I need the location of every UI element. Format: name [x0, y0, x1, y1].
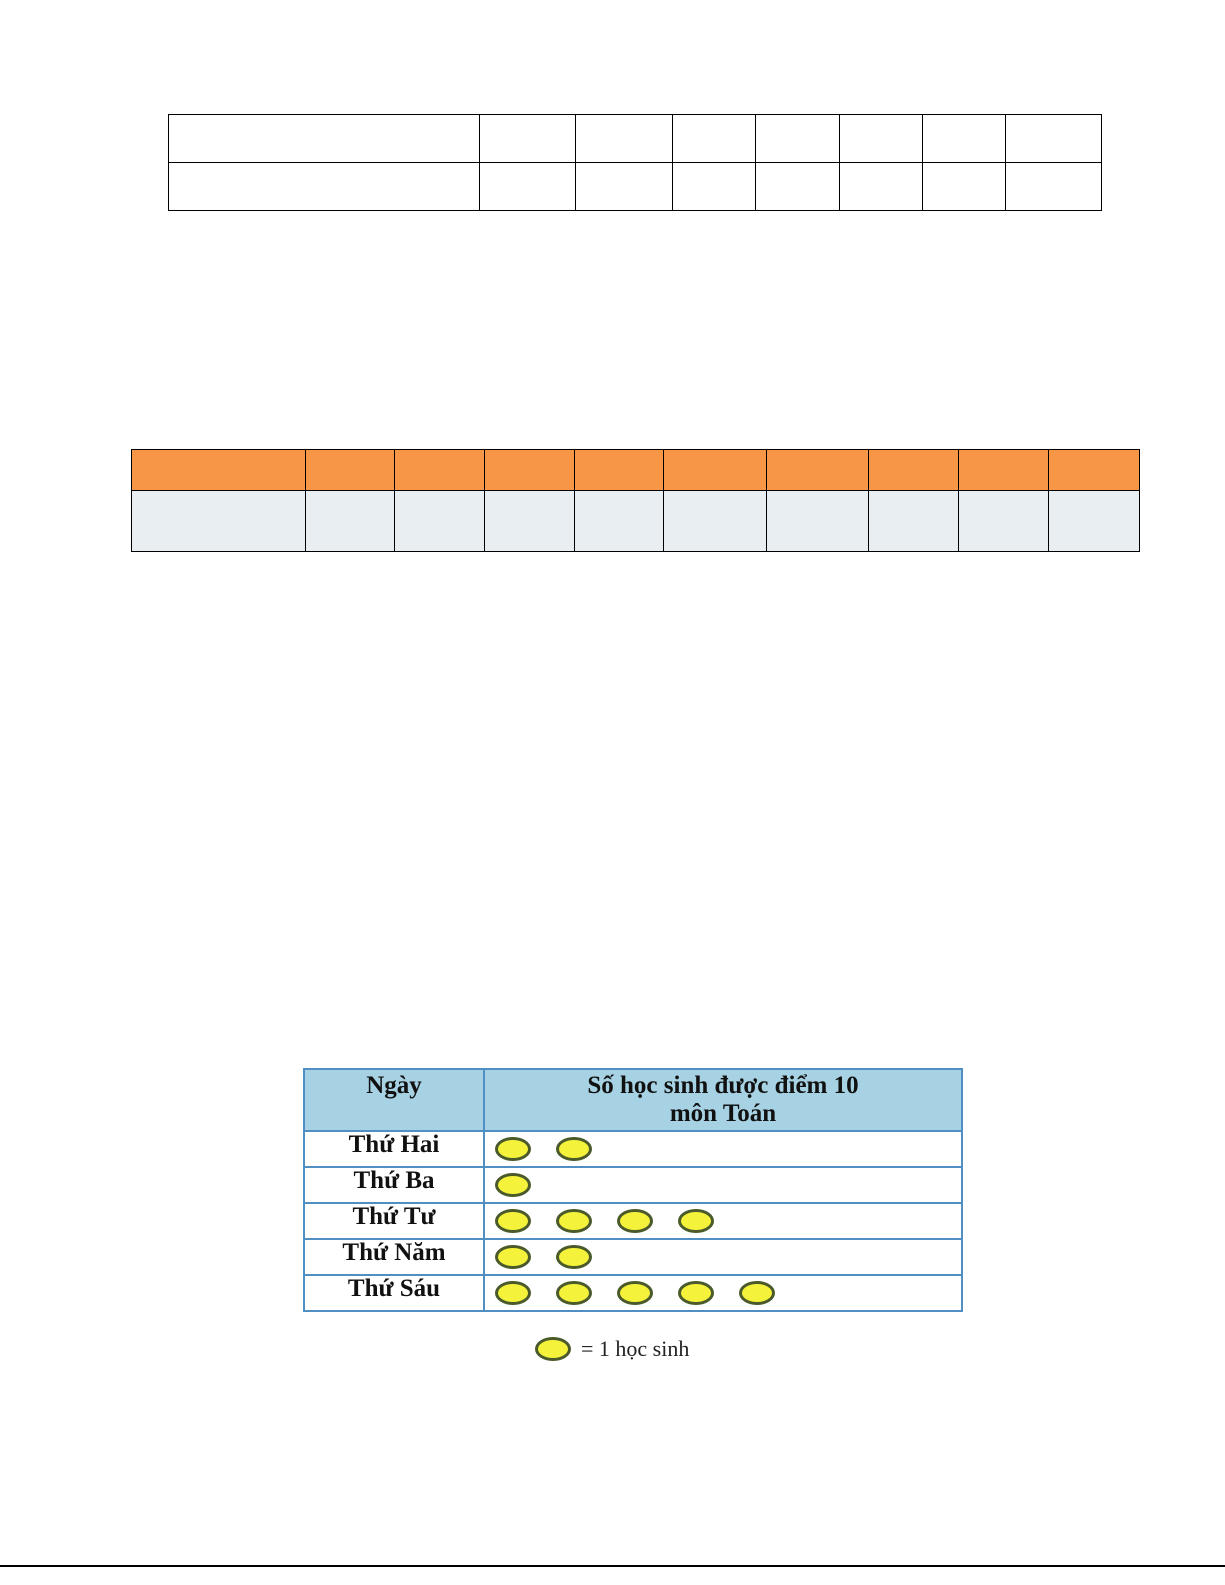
header-cell — [395, 450, 485, 491]
day-label: Thứ Năm — [304, 1239, 484, 1275]
table-row — [304, 1131, 962, 1167]
header-day — [304, 1069, 484, 1131]
header-cell — [664, 450, 767, 491]
day-label: Thứ Ba — [304, 1167, 484, 1203]
yellow-circle-icon — [495, 1245, 531, 1269]
header-day-label: Ngày — [366, 1072, 422, 1099]
yellow-circle-icon — [617, 1281, 653, 1305]
pictograph-body — [304, 1131, 962, 1311]
table-cell — [485, 491, 575, 552]
header-cell — [959, 450, 1049, 491]
table-cell — [576, 163, 673, 211]
legend-text: = 1 học sinh — [581, 1336, 690, 1361]
student-marks — [484, 1203, 962, 1239]
pictograph-legend — [535, 1334, 689, 1364]
yellow-circle-icon — [617, 1209, 653, 1233]
table-cell — [959, 491, 1049, 552]
yellow-circle-icon — [556, 1209, 592, 1233]
header-count-line1: Số học sinh được điểm 10 — [587, 1072, 859, 1099]
header-count-line2: môn Toán — [669, 1100, 777, 1127]
table-cell — [1006, 163, 1102, 211]
yellow-circle-icon — [556, 1137, 592, 1161]
day-label: Thứ Hai — [304, 1131, 484, 1167]
table-cell — [756, 163, 840, 211]
day-label: Thứ Tư — [304, 1203, 484, 1239]
header-cell — [1049, 450, 1140, 491]
yellow-circle-icon — [495, 1137, 531, 1161]
header-cell — [306, 450, 395, 491]
header-cell — [869, 450, 959, 491]
student-marks — [484, 1167, 962, 1203]
table-cell — [923, 115, 1006, 163]
table-cell — [1049, 491, 1140, 552]
yellow-circle-icon — [678, 1209, 714, 1233]
table-cell — [869, 491, 959, 552]
pictograph-figure — [303, 1068, 963, 1368]
pictograph-table — [303, 1068, 963, 1312]
table-cell — [132, 491, 306, 552]
table-row — [169, 163, 1102, 211]
table-cell — [923, 163, 1006, 211]
header-cell — [767, 450, 869, 491]
header-cell — [575, 450, 664, 491]
table-cell — [840, 115, 923, 163]
table-cell — [576, 115, 673, 163]
table-cell — [306, 491, 395, 552]
table-row — [132, 491, 1140, 552]
student-marks — [484, 1275, 962, 1311]
yellow-circle-icon — [556, 1245, 592, 1269]
empty-table-2 — [131, 449, 1140, 552]
yellow-circle-icon — [678, 1281, 714, 1305]
table-header-row — [132, 450, 1140, 491]
yellow-circle-icon — [495, 1281, 531, 1305]
student-marks — [484, 1239, 962, 1275]
yellow-circle-icon — [556, 1281, 592, 1305]
table-cell — [169, 115, 480, 163]
table-cell — [756, 115, 840, 163]
table-cell — [673, 163, 756, 211]
yellow-circle-icon — [495, 1209, 531, 1233]
yellow-circle-icon — [535, 1337, 571, 1361]
table-row — [304, 1239, 962, 1275]
table-row — [304, 1275, 962, 1311]
header-count — [484, 1069, 962, 1131]
day-label: Thứ Sáu — [304, 1275, 484, 1311]
table-cell — [767, 491, 869, 552]
table-cell — [840, 163, 923, 211]
table-row — [304, 1167, 962, 1203]
table-cell — [664, 491, 767, 552]
table-cell — [1006, 115, 1102, 163]
table-cell — [480, 115, 576, 163]
empty-table-1 — [168, 114, 1102, 211]
table-cell — [480, 163, 576, 211]
yellow-circle-icon — [739, 1281, 775, 1305]
student-marks — [484, 1131, 962, 1167]
pictograph-header-row — [304, 1069, 962, 1131]
table-row — [169, 115, 1102, 163]
table-row — [304, 1203, 962, 1239]
table-cell — [575, 491, 664, 552]
page-bottom-rule — [0, 1565, 1225, 1567]
header-cell — [485, 450, 575, 491]
table-cell — [395, 491, 485, 552]
yellow-circle-icon — [495, 1173, 531, 1197]
header-cell — [132, 450, 306, 491]
table-cell — [169, 163, 480, 211]
table-cell — [673, 115, 756, 163]
